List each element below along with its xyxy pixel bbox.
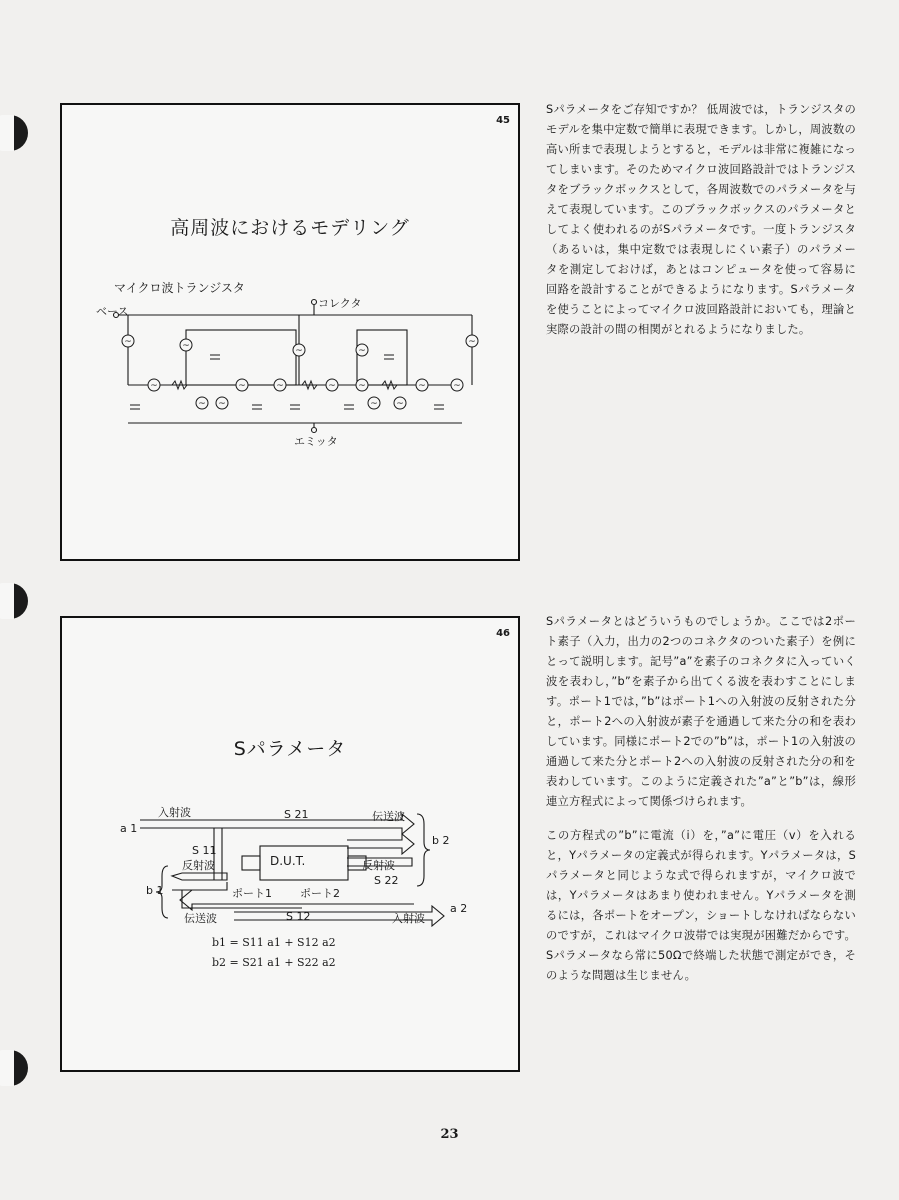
slide-45 — [60, 103, 520, 561]
incident-wave-bottom: 入射波 — [392, 912, 425, 925]
binder-hole-middle — [0, 583, 28, 619]
b1-label: b 1 — [146, 884, 164, 897]
port1-label: ポート1 — [232, 887, 272, 900]
svg-text:~: ~ — [468, 337, 476, 347]
paragraph-2b: この方程式の”b”に電流（i）を，”a”に電圧（v）を入れると，Yパラメータの定義式が得られます。Yパラメータは，Sパラメータと同じような式で得られますが，マイクロ波では，Yパラメータはあまり使われません。Yパラメータを測るには，各ポートをオープン，ショートしなければならないのですが，これはマイクロ波帯では実現が困難だからです。Sパラメータなら常に50Ωで終端した状態で測定ができ，そのような問題は生じません。 — [546, 829, 856, 982]
slide-number: 45 — [496, 115, 510, 126]
svg-text:~: ~ — [276, 381, 284, 391]
incident-wave-top: 入射波 — [158, 806, 191, 819]
s11-label: S 11 — [192, 844, 217, 857]
binder-hole-top — [0, 115, 28, 151]
s21-label: S 21 — [284, 808, 309, 821]
svg-text:~: ~ — [198, 399, 206, 409]
emitter-label: エミッタ — [294, 435, 338, 448]
s22-label: S 22 — [374, 874, 399, 887]
svg-text:~: ~ — [218, 399, 226, 409]
svg-text:~: ~ — [358, 346, 366, 356]
slide-title: Sパラメータ — [233, 738, 347, 760]
slide-number: 46 — [496, 628, 510, 639]
b2-label: b 2 — [432, 834, 450, 847]
svg-text:~: ~ — [358, 381, 366, 391]
page-number: 23 — [440, 1127, 459, 1142]
svg-text:~: ~ — [238, 381, 246, 391]
svg-text:~: ~ — [182, 341, 190, 351]
s12-label: S 12 — [286, 910, 311, 923]
transmitted-wave-bottom: 伝送波 — [184, 912, 217, 925]
slide-46 — [60, 616, 520, 1072]
port2-label: ポート2 — [300, 887, 340, 900]
a1-label: a 1 — [120, 822, 138, 835]
s-parameter-diagram — [62, 618, 518, 1070]
slide-title: 高周波におけるモデリング — [170, 217, 410, 239]
a2-label: a 2 — [450, 902, 468, 915]
figure-label: マイクロ波トランジスタ — [114, 281, 245, 295]
paragraph-2a: Sパラメータとはどういうものでしょうか。ここでは2ポート素子（入力，出力の2つのコネクタのついた素子）を例にとって説明します。記号”a”を素子のコネクタに入っていく波を表わし，”b”を素子から出てくる波を表わすことにします。ポート1では，”b”はポート1への入射波の反射された分と，ポート2への入射波が素子を通過して来た分の和を表わしています。同様にポート2での”b”は，ポート1の入射波の通過して来た分とポート2への入射波の反射された分の和を表わしています。このように定義された”a”と”b”は，線形連立方程式によって関係づけられます。 — [546, 615, 856, 808]
svg-text:~: ~ — [328, 381, 336, 391]
svg-text:~: ~ — [295, 346, 303, 356]
svg-text:~: ~ — [453, 381, 461, 391]
base-label: ベース — [96, 305, 129, 318]
collector-label: コレクタ — [318, 297, 362, 310]
reflected-wave-left: 反射波 — [182, 859, 215, 872]
equation-b1: b1 = S11 a1 + S12 a2 — [212, 936, 336, 949]
svg-text:~: ~ — [396, 399, 404, 409]
paragraph-1: Sパラメータをご存知ですか？ 低周波では，トランジスタのモデルを集中定数で簡単に表現できます。しかし，周波数の高い所まで表現しようとすると，モデルは非常に複雑になってしまいます。そのためマイクロ波回路設計ではトランジスタをブラックボックスとして，各周波数でのパラメータを与えて表現しています。このブラックボックスのパラメータとしてよく使われるのがSパラメータです。一度トランジスタ（あるいは，集中定数では表現しにくい素子）のパラメータを測定しておけば，あとはコンピュータを使って容易に回路を設計することができるようになります。Sパラメータを使うことによってマイクロ波回路設計においても，理論と実際の設計の間の相関がとれるようになりました。 — [546, 103, 856, 336]
binder-hole-bottom — [0, 1050, 28, 1086]
transmitted-wave-top: 伝送波 — [372, 810, 405, 823]
dut-label: D.U.T. — [270, 854, 306, 868]
reflected-wave-right: 反射波 — [362, 859, 395, 872]
transistor-model-circuit — [62, 105, 518, 559]
svg-text:~: ~ — [124, 337, 132, 347]
svg-text:~: ~ — [418, 381, 426, 391]
svg-text:~: ~ — [370, 399, 378, 409]
equation-b2: b2 = S21 a1 + S22 a2 — [212, 956, 336, 969]
svg-text:~: ~ — [150, 381, 158, 391]
